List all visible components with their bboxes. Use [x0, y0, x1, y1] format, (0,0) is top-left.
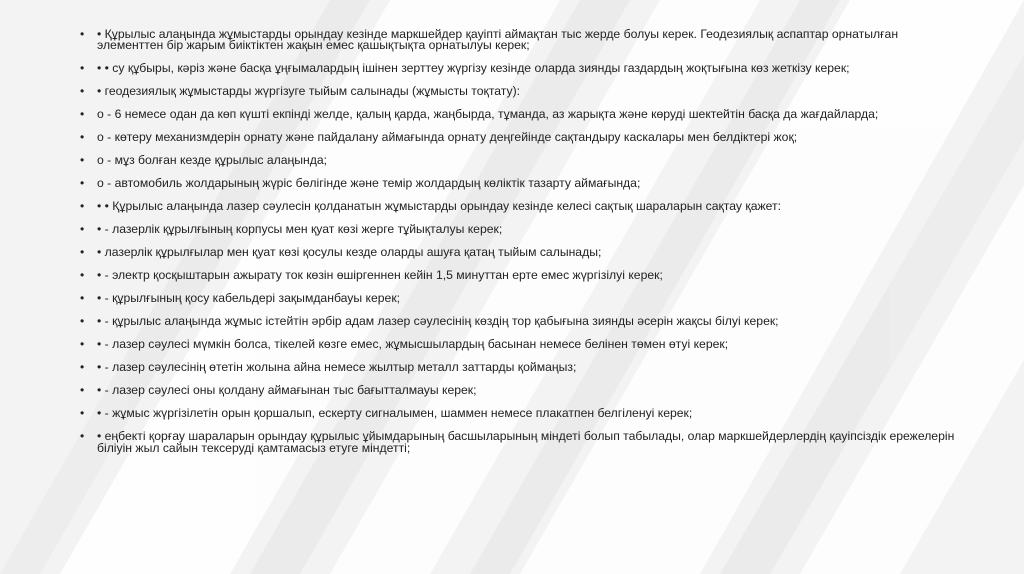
list-item-text: • - электр қосқыштарын ажырату ток көзін өшіргеннен кейін 1,5 минуттан ерте емес жүргізілуі керек;	[97, 268, 663, 283]
list-item	[80, 316, 960, 327]
list-item	[80, 362, 960, 373]
bullet-list	[80, 29, 960, 454]
list-item-text: о - көтеру механизмдерін орнату және пайдалану аймағында орнату деңгейінде сақтандыру каскалары мен белдіктері жоқ;	[97, 130, 798, 145]
list-item	[80, 178, 960, 189]
list-item-text: • • су құбыры, кәріз және басқа ұңғымалардың ішінен зерттеу жүргізу кезінде оларда зиянды газдардың жоқтығына көз жеткізу керек;	[97, 61, 850, 76]
bullet-marker: •	[80, 61, 85, 76]
slide-body	[80, 29, 960, 466]
bullet-marker: •	[80, 245, 85, 260]
list-item	[80, 385, 960, 396]
list-item-text: • - құрылыс алаңында жұмыс істейтін әрбір адам лазер сәулесінің көздің тор қабығына зиянды әсерін жақсы білуі керек;	[97, 314, 779, 329]
bullet-marker: •	[80, 268, 85, 283]
bullet-marker: •	[80, 337, 85, 352]
bullet-marker: •	[80, 429, 85, 444]
bullet-marker: •	[80, 222, 85, 237]
bullet-marker: •	[80, 107, 85, 122]
list-item	[80, 109, 960, 120]
list-item-text: о - мұз болған кезде құрылыс алаңында;	[97, 153, 328, 168]
list-item-text: • еңбекті қорғау шараларын орындау құрылыс ұйымдарының басшыларының міндеті болып табылады, олар маркшейдерлердің қауіпсіздік ережелерін біліуін жыл сайын тексеруді қамтамасыз етуге міндетті;	[97, 429, 955, 455]
bullet-marker: •	[80, 383, 85, 398]
list-item	[80, 132, 960, 143]
list-item-text: • Құрылыс алаңында жұмыстарды орындау кезінде маркшейдер қауіпті аймақтан тыс жерде болуы керек. Геодезиялық аспаптар орнатылған элементтен бір жарым биіктіктен жақын емес қашықтықта орнатылуы керек;	[97, 27, 899, 53]
bullet-marker: •	[80, 360, 85, 375]
bullet-marker: •	[80, 130, 85, 145]
bullet-marker: •	[80, 176, 85, 191]
list-item	[80, 29, 960, 52]
list-item	[80, 339, 960, 350]
list-item-text: • - құрылғының қосу кабельдері зақымданбауы керек;	[97, 291, 401, 306]
bullet-marker: •	[80, 406, 85, 421]
list-item-text: • геодезиялық жұмыстарды жүргізуге тыйым салынады (жұмысты тоқтату):	[97, 84, 521, 99]
list-item-text: • - лазер сәулесінің өтетін жолына айна немесе жылтыр металл заттарды қоймаңыз;	[97, 360, 577, 375]
bullet-marker: •	[80, 199, 85, 214]
list-item-text: • - жұмыс жүргізілетін орын қоршалып, ескерту сигналымен, шаммен немесе плакатпен белгіленуі керек;	[97, 406, 693, 421]
list-item	[80, 201, 960, 212]
list-item	[80, 155, 960, 166]
list-item-text: • - лазер сәулесі оны қолдану аймағынан тыс бағытталмауы керек;	[97, 383, 477, 398]
bullet-marker: •	[80, 84, 85, 99]
list-item	[80, 63, 960, 74]
list-item	[80, 408, 960, 419]
bullet-marker: •	[80, 153, 85, 168]
list-item-text: • - лазер сәулесі мүмкін болса, тікелей көзге емес, жұмысшылардың басынан немесе белінен төмен өтуі керек;	[97, 337, 729, 352]
list-item-text: • лазерлік құрылғылар мен қуат көзі қосулы кезде оларды ашуға қатаң тыйым салынады;	[97, 245, 602, 260]
list-item	[80, 86, 960, 97]
bullet-marker: •	[80, 291, 85, 306]
list-item	[80, 293, 960, 304]
list-item-text: о - автомобиль жолдарының жүріс бөлігінде және темір жолдардың көліктік тазарту аймағында;	[97, 176, 641, 191]
list-item	[80, 270, 960, 281]
list-item	[80, 431, 960, 454]
bullet-marker: •	[80, 27, 85, 41]
list-item	[80, 224, 960, 235]
list-item	[80, 247, 960, 258]
bullet-marker: •	[80, 314, 85, 329]
list-item-text: • - лазерлік құрылғының корпусы мен қуат көзі жерге тұйықталуы керек;	[97, 222, 503, 237]
list-item-text: о - 6 немесе одан да көп күшті екпінді желде, қалың қарда, жаңбырда, тұманда, аз жарықта және көруді шектейтін басқа да жағдайларда;	[97, 107, 879, 122]
list-item-text: • • Құрылыс алаңында лазер сәулесін қолданатын жұмыстарды орындау кезінде келесі сақтық шараларын сақтау қажет:	[97, 199, 781, 214]
